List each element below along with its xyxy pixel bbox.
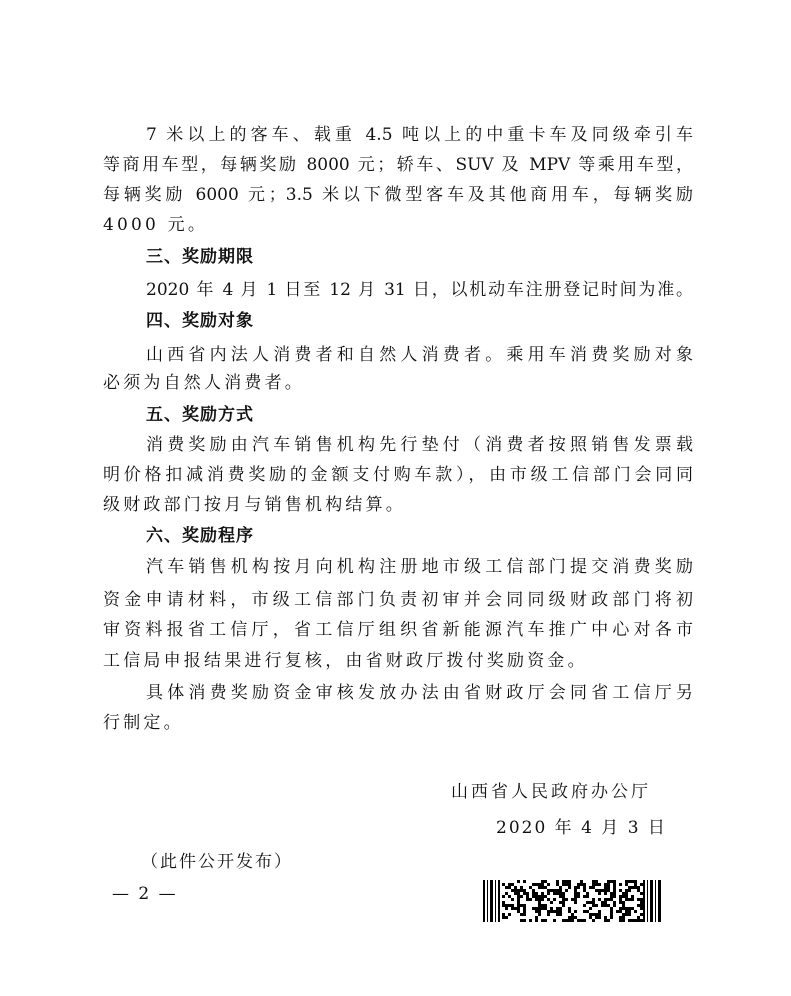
body-line-1: 7 米以上的客车、载重 4.5 吨以上的中重卡车及同级牵引车 [146,125,693,145]
section-heading-procedure: 六、奖励程序 [146,526,254,546]
section5-line-3: 级财政部门按月与销售机构结算。 [103,495,406,515]
section4-line-2: 必须为自然人消费者。 [103,373,305,393]
section5-line-2: 明价格扣减消费奖励的金额支付购车款），由市级工信部门会同同 [103,465,693,485]
body-line-3: 每辆奖励 6000 元；3.5 米以下微型客车及其他商用车，每辆奖励 [103,185,693,205]
section4-line-1: 山西省内法人消费者和自然人消费者。乘用车消费奖励对象 [146,345,693,365]
body-line-4: 4000 元。 [103,215,209,235]
section-heading-target: 四、奖励对象 [146,311,254,331]
issue-date: 2020 年 4 月 3 日 [496,818,667,838]
section6-line-6: 行制定。 [103,713,184,733]
section6-line-1: 汽车销售机构按月向机构注册地市级工信部门提交消费奖励 [146,557,693,577]
issuing-organization: 山西省人民政府办公厅 [451,782,651,802]
section5-line-1: 消费奖励由汽车销售机构先行垫付（消费者按照销售发票载 [146,435,693,455]
barcode-icon [483,880,661,922]
section6-line-5: 具体消费奖励资金审核发放办法由省财政厅会同省工信厅另 [146,683,693,703]
section-heading-period: 三、奖励期限 [146,247,254,267]
publication-note: （此件公开发布） [141,852,293,872]
page-number: — 2 — [112,884,178,904]
section-heading-method: 五、奖励方式 [146,405,254,425]
section6-line-4: 工信局申报结果进行复核，由省财政厅拨付奖励资金。 [103,651,588,671]
section3-line-1: 2020 年 4 月 1 日至 12 月 31 日，以机动车注册登记时间为准。 [146,280,693,300]
section6-line-2: 资金申请材料，市级工信部门负责初审并会同同级财政部门将初 [103,590,693,610]
section6-line-3: 审资料报省工信厅，省工信厅组织省新能源汽车推广中心对各市 [103,620,693,640]
body-line-2: 等商用车型，每辆奖励 8000 元；轿车、SUV 及 MPV 等乘用车型， [103,155,693,175]
